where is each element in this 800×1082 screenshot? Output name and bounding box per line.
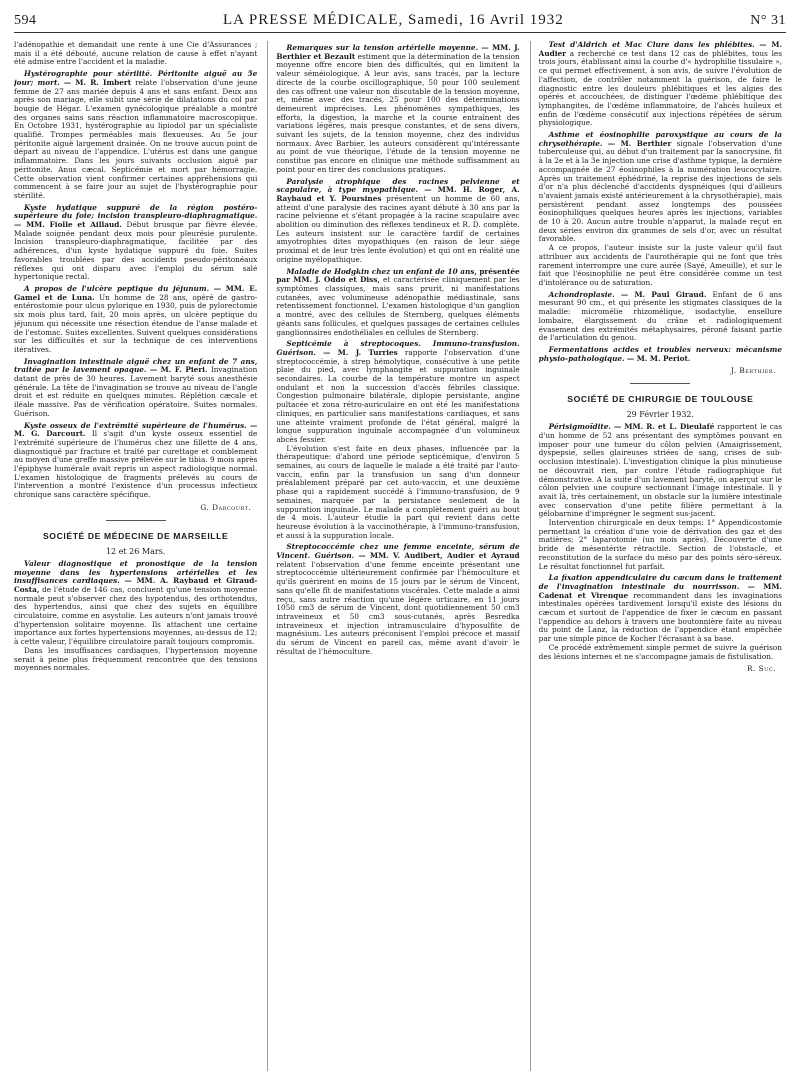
page-header: [14, 12, 786, 33]
article-hodgkin: [276, 268, 519, 338]
article-hysterographie: [14, 70, 257, 201]
article-text: Il s'agit d'un kyste osseux essentiel de l'extrémité supérieure de l'humérus chez une fillette de 4 ans, diagnostiqué par fracture et traité par curettage et comblement au moyen d'une greffe massive prélevée sur le tibia. 9 mois après l'épiphyse humérale avait repris un aspect radiologique normal. L'examen histologique de fragments prélevés au cours de l'intervention a montré l'existence d'un processus infectieux chronique sans caractère spécifique.: [14, 429, 258, 500]
article-text-continued: Ce procédé extrêmement simple permet de suivre la guérison des lésions internes et ne s'accompagne jamais de fistulisation.: [538, 642, 782, 661]
article-authors: — MM. Fiolle et Aillaud.: [14, 220, 122, 230]
article-title: Achondroplasie.: [548, 289, 615, 299]
article-kyste-hydatique: [14, 204, 257, 282]
article-authors: — MM. E. Gamel et de Luna.: [14, 283, 258, 302]
article-text: rapporte l'observation d'une streptococcémie, à strep hémolytique, consécutive à une petite plaie du pied, avec lymphangite et suppuration inguinale secondaires. La courbe de la température montre un aspect ondulant et non la succession d'accès fébriles classique. Congestion pulmonaire bilatérale, diplopie persistante, angine pultacée et zona rétro-auriculaire en ont été les manifestations cliniques, en particulier sans manifestations cardiaques, et sans une atteinte vraiment profonde de l'état général, malgré la longue suppuration inguinale accompagnée d'un volumineux abcès fessier.: [276, 347, 520, 444]
article-paralysie: [276, 178, 519, 265]
article-text: Début brusque par fièvre élevée. Malade soignée pendant deux mois pour pleurésie purulente. Incision transpleuro-diaphragmatique, facilitée par des adhérences, d'un kyste hydatique suppuré du foie. Suites favorables troublées par des accidents pseudo-péritonéaux réflexes qui ont disparu avec l'emploi du sérum salé hypertonique rectal.: [14, 220, 258, 282]
article-text: Invagination datant de près de 30 heures. Lavement baryté sous anesthésie générale. La tête de l'invagination se trouve au niveau de l'angle droit et est réduite en quelques minutes. Réplétion cæcale et iléale massive. Pas de vérification opératoire. Suites normales. Guérison.: [14, 365, 258, 418]
article-authors: — MM. V. Audibert, Audier et Ayraud: [358, 551, 520, 561]
article-text: a recherché ce test dans 12 cas de phlébites, tous les trois jours, établissant ainsi la courbe d'« hydrophilie tissulaire », ce qui permet effectivement, à son avis, de suivre l'évolution de l'affection, de contrôler notamment la guérison, de faire le diagnostic entre les douleurs phlébitiques et les algies des opérés et accouchées, de distinguer l'œdème phlébitique des lymphangites, de l'œdème inflammatoire, de l'abcès huileux et enfin de l'œdème consécutif aux injections répétées de sérum physiologique.: [538, 48, 782, 128]
article-authors: — MM. Cadenat et Virenque: [538, 581, 782, 600]
article-text: présentent un homme de 60 ans, atteint d'une paralysie des racines ayant débuté à 30 ans par la racine pelvienne et s'étant propagée à la racine scapulaire avec abolition ou diminution des réflexes tendineux et R. D. complète. Les auteurs insistent sur le caractère tardif de certaines amyotrophies dites myopathiques (en raison de leur siège proximal et de leur très lente évolution) et qui ont en réalité une origine myélopathique.: [276, 193, 520, 264]
article-authors: — M. M. Periot.: [626, 353, 691, 363]
article-kyste-osseux: [14, 422, 257, 500]
page-number: 594: [14, 13, 37, 28]
article-text: recommandent dans les invaginations intestinales opérées tardivement lorsqu'il existe des lésions du cæcum et surtout de l'appendice de fixer le cæcum en passant l'appendice au dehors à travers une boutonnière faite au niveau du point de Lanz, la réduction de l'appendice étant empêchée par une simple pince de Kocher l'écrasant à sa base.: [538, 590, 782, 644]
section-divider: [630, 383, 690, 384]
article-asthme: [539, 131, 782, 244]
section-heading: SOCIÉTÉ DE MÉDECINE DE MARSEILLE: [42, 530, 229, 541]
article-text-continued: A ce propos, l'auteur insiste sur la juste valeur qu'il faut attribuer aux accidents de l'aurothérapie qui ne font que très rarement interrompre une cure aurée (Sayé, Ameuille), et sur le fait que l'éosinophilie ne peut être considérée comme un test d'intolérance ou de saturation.: [538, 243, 782, 287]
article-authors: — M. Audier: [538, 41, 782, 58]
article-text-continued: Intervention chirurgicale en deux temps: 1° Appendicostomie permettant la création d'une voie de dérivation des gaz et des matières; 2° laparotomie (un mois après). Découverte d'une bride de mésentérite rétractile. Section de l'obstacle, et reconstitution de la surface du méso par des points séro-séreux. Le résultat fonctionnel fut parfait.: [538, 518, 782, 571]
article-fermentations: [539, 346, 782, 363]
article-remarques-tension: [276, 44, 519, 175]
article-title: Remarques sur la tension artérielle moyenne.: [286, 43, 479, 52]
signature: R. Suc.: [746, 664, 776, 674]
article-septicemie: [276, 340, 519, 444]
article-authors: — M. J. Turries: [323, 347, 398, 357]
article-authors: — M. Berthier: [607, 138, 672, 148]
article-authors: — MM. H. Roger, A. Raybaud et Y. Poursines: [276, 185, 520, 203]
article-title: Test d'Aldrich et Mac Clure dans les phlébites.: [548, 41, 755, 49]
columns: [14, 41, 786, 1071]
article-tension-moyenne: [14, 560, 257, 647]
section-date: 29 Février 1932.: [626, 410, 695, 420]
article-ulcere-peptique: [14, 285, 257, 355]
article-title: Hystérographie pour stérilité. Péritonite aiguë au 5e jour; mort.: [14, 69, 258, 87]
article-text-continued: L'évolution s'est faite en deux phases, influencée par la thérapeutique: d'abord une période septicémique, d'environ 5 semaines, au cours de laquelle le malade a été traité par l'auto-vaccin, enfin par la transfusion un sang d'un donneur préalablement préparé par cet auto-vaccin, et une deuxième phase qui a rapidement succédé à l'immuno-transfusion, de 9 semaines, marquée par la persistance seulement de la suppuration inguinale. Le malade a complètement guéri au bout de 4 mois. L'auteur étudie la part qui revient dans cette heureuse évolution à la vaccinothérapie, à l'immuno-transfusion, et aussi à la suppuration locale.: [276, 443, 520, 540]
article-text-continued: Dans les insuffisances cardiaques, l'hypertension moyenne serait à peine plus fréquemment rencontrée que des tensions moyennes normales.: [14, 645, 258, 673]
journal-title: LA PRESSE MÉDICALE, Samedi, 16 Avril 1932: [223, 12, 564, 28]
article-test-aldrich: [539, 41, 782, 128]
article-authors: — MM. A. Raybaud et Giraud-Costa,: [14, 576, 258, 594]
issue-number: N° 31: [750, 13, 786, 28]
article-text: et caractérisée cliniquement par les symptômes classiques, mais sans prurit, ni manifestations cutanées, avec volumineuse adénopathie médiastinale, sans retentissement fonctionnel. L'examen histologique d'un ganglion a montré, avec des cellules de Sternberg, quelques éléments géants sans follicules, et quelques passages de certaines cellules ganglionnaires endothéliales en cellules de Sternberg.: [276, 275, 520, 337]
article-text: estiment que la détermination de la tension moyenne offre encore bien des difficultés, qui en limitent la valeur séméiologique. A leur avis, sans tracés, par la lecture directe de la courbe oscillographique, 50 pour 100 seulement des cas offrent une valeur non discutable de la tension moyenne, et, même avec des tracés, 25 pour 100 des déterminations demeurent imprécises. Les phénomènes sympathiques, les efforts, la digestion, la marche et la course entraînent des variations légères, mais presque constantes, et de sens divers, suivant les sujets, de la tension moyenne, chez des individus normaux. Avec Barbier, les auteurs considèrent qu'intéressante au point de vue théorique, l'étude de la tension moyenne ne constitue pas encore en clinique une méthode suffisamment au point pour en tirer des conclusions pratiques.: [276, 51, 520, 174]
article-title: Asthme et éosinophilie paroxystique au cours de la chrysothérapie.: [538, 130, 782, 148]
article-text: Un homme de 28 ans, opéré de gastro-entérostomie pour ulcus pylorique en 1930, puis de pylorectomie six mois plus tard, fait, 20 mois après, un ulcère peptique du jéjunum qui nécessite une résection étendue de l'anse malade et de l'estomac. Suites excellentes. Suivent quelques considérations sur les difficultés et sur la technique de ces interventions itératives.: [14, 292, 258, 354]
article-title: Paralysie atrophique des racines pelvienne et scapulaire, à type myopathique.: [276, 176, 520, 195]
column-middle: [267, 41, 523, 1071]
article-streptococcemie: [276, 543, 519, 656]
article-title: Fermentations acides et troubles nerveux: mécanisme physio-pathologique.: [538, 344, 782, 363]
article-title: Septicémie à streptocoques. Immuno-transfusion. Guérison.: [276, 339, 520, 357]
article-authors: — M. Paul Giraud.: [620, 289, 707, 299]
article-title: Périsigmoïdite.: [548, 422, 611, 432]
column-right: [530, 41, 786, 1071]
article-fixation-appendiculaire: [539, 574, 782, 644]
article-title: A propos de l'ulcère peptique du jéjunum.: [24, 283, 210, 293]
section-divider: [106, 520, 166, 521]
article-text: Enfant de 6 ans mesurant 90 cm., et qui présente les stigmates classiques de la maladie: micromélie rhizomélique, isodactylie, ensellure lombaire, élargissement du crâne et radiologiquement évasement des extrémités métaphysaires, péroné faisant partie de l'articulation du genou.: [538, 289, 782, 343]
article-authors: — MM. J. Berthier et Bezault: [276, 43, 520, 61]
section-heading: SOCIÉTÉ DE CHIRURGIE DE TOULOUSE: [567, 394, 754, 405]
signature: J. Berthier.: [730, 366, 776, 376]
article-title: Maladie de Hodgkin chez un enfant de 10 ans,: [286, 266, 477, 276]
article-title: La fixation appendiculaire du cæcum dans le traitement de l'invagination intestinale du nourrisson.: [538, 573, 782, 591]
article-authors: présentée par MM. J. Oddo et Diss,: [276, 266, 520, 285]
article-title: Kyste hydatique suppuré de la région postéro-supérieure du foie; incision transpleuro-diaphragmatique.: [14, 202, 258, 221]
article-title: Invagination intestinale aiguë chez un enfant de 7 ans, traitée par le lavement opaque.: [14, 356, 258, 375]
article-text: signale l'observation d'une tuberculeuse qui, au début d'un traitement par la sanocrysine, fit à la 2e et à la 3e injection une crise d'asthme typique, la dernière accompagnée de 27 éosinophiles à la numération leucocytaire. Après un traitement éphédriné, la reprise des injections de sels d'or n'a plus déclenché d'accidents dyspnéiques (qui d'ailleurs n'avaient jamais existé antérieurement à la chrysothérapie), mais persistèrent pendant assez longtemps des poussées éosinophiliques quelques heures après les injections, variables de 10 à 20. Aucun autre trouble n'apparut, la malade reçut en deux séries environ dix grammes de sels d'or, avec un résultat favorable.: [538, 138, 782, 244]
article-title: Kyste osseux de l'extrémité supérieure de l'humérus.: [24, 420, 247, 430]
article-authors: — M. R. Imbert: [63, 77, 132, 87]
article-achondroplasie: [539, 291, 782, 343]
section-date: 12 et 26 Mars.: [105, 546, 166, 556]
article-text: relatent l'observation d'une femme enceinte présentant une streptococcémie ultérieurement confirmée par l'hémoculture et qu'ils guérirent en moins de 15 jours par le sérum de Vincent, sans qu'elle fît de manifestations viscérales. Cette malade a ainsi reçu, sans autre réaction qu'une légère urticaire, en 11 jours 1050 cm3 de sérum de Vincent, dont quotidiennement 50 cm3 intraveineux et 50 cm3 sous-cutanés, après Besredka intraveineux et injection intramusculaire d'hyposulfite de magnésium. Les auteurs préconisent l'emploi précoce et massif du sérum de Vincent en pareil cas, même avant d'avoir le résultat de l'hémoculture.: [276, 559, 520, 656]
article-authors: — MM. R. et L. Dieulafé: [613, 422, 715, 432]
article-authors: — M. F. Pieri.: [149, 365, 208, 375]
article-title: Streptococcémie chez une femme enceinte, sérum de Vincent. Guérison.: [276, 542, 520, 561]
article-invagination: [14, 358, 257, 419]
article-text: de l'étude de 146 cas, concluent qu'une tension moyenne normale peut s'observer chez des hypotendus, des orthotendus, des hypertendus, ainsi que chez des sujets en équilibre circulatoire, comme en asystolie. Les auteurs n'ont jamais trouvé d'hypertension solitaire moyenne. Ils attachent une certaine importance aux fortes hypertensions moyennes, au-dessus de 12; à cette valeur, l'équilibre circulatoire paraît toujours compromis.: [14, 584, 258, 647]
article-authors: — M. G. Darcourt.: [14, 420, 258, 439]
column-left: [14, 41, 261, 1071]
article-perisigmoidite: [539, 423, 782, 519]
article-text: rapportent le cas d'un homme de 52 ans présentant des symptômes pouvant en imposer pour une tumeur du côlon pelvien (Amaigrissement, dyspepsie, selles glaireuses striées de sang, crises de sub-occlusion intestinale). L'investigation clinique la plus minutieuse ne découvrait rien, par contre l'étude radiographique fut démonstrative. A la suite d'un lavement baryté, on aperçut sur le côlon pelvien une coupure sectionnant l'image intestinale. Il y avait là, très certainement, un obstacle sur la lumière intestinale avec conservation d'une petite filière permettant à la gélobarnine d'imprégner le segment sus-jacent.: [538, 422, 782, 519]
signature: G. Darcourt.: [200, 502, 252, 512]
article-title: Valeur diagnostique et pronostique de la tension moyenne dans les hypertensions artérielles et les insuffisances cardiaques.: [14, 558, 258, 586]
article-text: relate l'observation d'une jeune femme de 27 ans mariée depuis 4 ans et sans enfant. Deux ans après son mariage, elle subit une série de dilatations du col par bougie de Hégar. L'examen gynécologique préalable a montré des organes sains sans réaction inflammatoire macroscopique. En Octobre 1931, hystérographie au lipiodol par un spécialiste qualifié. Trompes perméables mais flexueuses. Au 5e jour péritonite aiguë largement drainée. On ne trouve aucun point de départ au niveau de l'appendice. L'utérus est dans une gangue inflammatoire. Dans les jours suivants occlusion aiguë par péritonite. Anus cæcal. Septicémie et mort par hémorragie. Cette observation vient confirmer certaines appréhensions qui commencent à se faire jour au sujet de l'hystérographie pour stérilité.: [14, 77, 258, 200]
intro-paragraph: l'adénopathie et demandait une rente à une Cie d'Assurances ; mais il a été débouté, aucune relation de cause à effet n'ayant été admise entre l'accident et la maladie.: [14, 41, 258, 67]
